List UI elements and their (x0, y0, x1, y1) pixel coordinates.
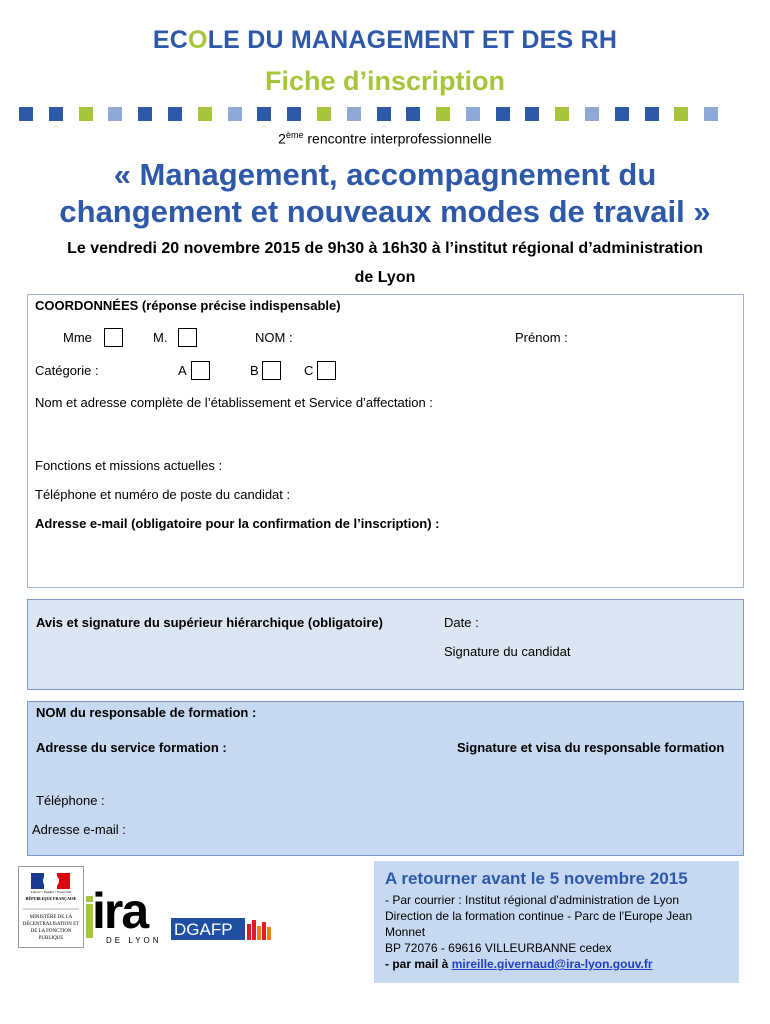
ministere-name: MINISTÈRE DE LA DÉCENTRALISATION ET DE LA FONCTION PUBLIQUE (22, 915, 80, 941)
decorative-square (436, 107, 450, 121)
decorative-square (525, 107, 539, 121)
signature-candidat-label: Signature du candidat (444, 644, 571, 659)
avis-section (27, 599, 744, 690)
decorative-square (347, 107, 361, 121)
event-date (0, 234, 770, 292)
cat-c-label: C (304, 363, 314, 378)
school-title-accent: O (188, 26, 208, 54)
mme-checkbox[interactable] (104, 328, 123, 347)
responsable-nom-label: NOM du responsable de formation : (36, 705, 257, 720)
decorative-square (228, 107, 242, 121)
decorative-square (406, 107, 420, 121)
ira-wordmark: ira (92, 883, 148, 939)
nom-label: NOM : (255, 330, 293, 345)
responsable-signature-label: Signature et visa du responsable formation (457, 740, 725, 755)
return-mail-line (385, 956, 653, 972)
cat-b-checkbox[interactable] (262, 361, 281, 380)
decorative-square (377, 107, 391, 121)
decorative-square (168, 107, 182, 121)
ira-city: DE LYON (106, 936, 162, 945)
decorative-square (615, 107, 629, 121)
event-date-line: Le vendredi 20 novembre 2015 de 9h30 à 16h30 à l’institut régional d’administration (67, 240, 703, 257)
telephone-label: Téléphone et numéro de poste du candidat : (35, 487, 291, 502)
return-deadline: A retourner avant le 5 novembre 2015 (385, 869, 688, 888)
dgafp-wordmark: DGAFP (174, 920, 233, 939)
decorative-square (466, 107, 480, 121)
cat-a-checkbox[interactable] (191, 361, 210, 380)
school-title-part: EC (152, 26, 189, 54)
decorative-square (198, 107, 212, 121)
avis-label: Avis et signature du supérieur hiérarchique (obligatoire) (36, 615, 383, 630)
prenom-label: Prénom : (515, 330, 568, 345)
contact-email-link[interactable]: mireille.givernaud@ira-lyon.gouv.fr (451, 957, 653, 971)
people-icon (247, 918, 273, 940)
responsable-telephone-label: Téléphone : (36, 793, 105, 808)
m-checkbox[interactable] (178, 328, 197, 347)
form-title: Fiche d’inscription (264, 66, 506, 96)
event-subtitle (0, 130, 770, 147)
decorative-square (674, 107, 688, 121)
decorative-square (79, 107, 93, 121)
coordonnees-heading: COORDONNÉES (réponse précise indispensable) (35, 298, 341, 313)
return-line: - Par courrier : Institut régional d'administration de Lyon (385, 893, 679, 907)
decorative-square (645, 107, 659, 121)
mail-prefix: - par mail à (385, 957, 452, 971)
decorative-square (585, 107, 599, 121)
event-title-line: « Management, accompagnement du (113, 157, 657, 192)
event-title (0, 156, 770, 230)
decorative-square (19, 107, 33, 121)
decorative-square (49, 107, 63, 121)
subtitle-superscript: ème (285, 130, 304, 140)
event-title-line: changement et nouveaux modes de travail » (59, 194, 711, 229)
email-label: Adresse e-mail (obligatoire pour la confirmation de l’inscription) : (35, 516, 440, 531)
event-date-line: de Lyon (354, 269, 416, 286)
return-info-box (374, 861, 739, 983)
subtitle-number: 2 (278, 130, 286, 147)
return-line: Monnet (385, 925, 426, 939)
mme-label: Mme (63, 330, 92, 345)
ira-lyon-logo (84, 883, 168, 948)
cat-a-label: A (178, 363, 187, 378)
decorative-square (496, 107, 510, 121)
return-line: BP 72076 - 69616 VILLEURBANNE cedex (385, 941, 612, 955)
decorative-square (257, 107, 271, 121)
decorative-square (108, 107, 122, 121)
decorative-square (317, 107, 331, 121)
responsable-section (27, 701, 744, 856)
etablissement-label: Nom et adresse complète de l’établissement et Service d’affectation : (35, 395, 433, 410)
cat-b-label: B (250, 363, 259, 378)
rep-name: RÉPUBLIQUE FRANÇAISE (25, 896, 77, 901)
responsable-email-label: Adresse e-mail : (32, 822, 126, 837)
avis-date-label: Date : (444, 615, 479, 630)
school-title-part: LE DU MANAGEMENT ET DES RH (207, 26, 618, 54)
fonctions-label: Fonctions et missions actuelles : (35, 458, 223, 473)
subtitle-text: rencontre interprofessionnelle (303, 130, 492, 147)
decorative-square (138, 107, 152, 121)
rep-motto: Liberté • Égalité • Fraternité (30, 890, 72, 894)
categorie-label: Catégorie : (35, 363, 99, 378)
m-label: M. (153, 330, 168, 345)
school-title (0, 26, 770, 55)
cat-c-checkbox[interactable] (317, 361, 336, 380)
decorative-squares (19, 107, 734, 121)
dgafp-logo (171, 918, 273, 946)
service-adresse-label: Adresse du service formation : (36, 740, 227, 755)
republique-francaise-logo (18, 866, 84, 948)
coordonnees-section (27, 294, 744, 588)
decorative-square (704, 107, 718, 121)
return-line: Direction de la formation continue - Parc de l'Europe Jean (385, 909, 693, 923)
decorative-square (555, 107, 569, 121)
decorative-square (287, 107, 301, 121)
